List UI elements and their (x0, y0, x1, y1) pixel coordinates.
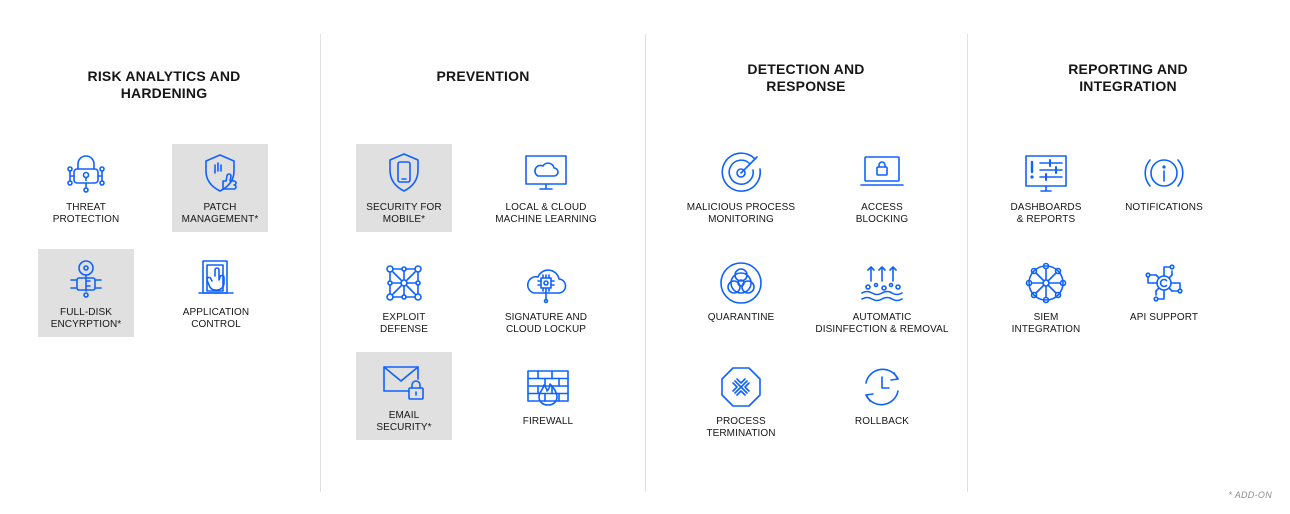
octagon-x-icon (717, 364, 765, 410)
feature-malicious-process-monitoring (686, 144, 796, 232)
feature-api-support (1116, 254, 1212, 342)
feature-signature-cloud-lockup (498, 254, 594, 342)
feature-label: ROLLBACK (854, 416, 910, 427)
feature-process-termination (693, 358, 789, 446)
feature-exploit-defense (356, 254, 452, 342)
feature-label: QUARANTINE (707, 312, 775, 323)
feature-patch-management (172, 144, 268, 232)
door-hand-icon (192, 255, 240, 301)
monitor-cloud-icon (522, 150, 570, 196)
addon-footnote: * ADD-ON (1228, 490, 1272, 500)
feature-label: SIGNATURE AND CLOUD LOCKUP (504, 312, 588, 335)
feature-label: FIREWALL (522, 416, 574, 427)
feature-label: PATCH MANAGEMENT* (181, 202, 259, 225)
feature-email-security (356, 352, 452, 440)
feature-automatic-disinfection (815, 254, 949, 342)
feature-label: AUTOMATIC DISINFECTION & REMOVAL (815, 312, 949, 335)
feature-application-control (168, 249, 264, 337)
feature-access-blocking (834, 144, 930, 232)
column-divider (967, 34, 968, 492)
disinfection-icon (858, 260, 906, 306)
firewall-icon (524, 364, 572, 410)
laptop-lock-icon (858, 150, 906, 196)
feature-label: DASHBOARDS & REPORTS (1010, 202, 1082, 225)
mobile-shield-icon (380, 150, 428, 196)
feature-label: API SUPPORT (1129, 312, 1199, 323)
feature-label: SIEM INTEGRATION (1011, 312, 1081, 335)
feature-threat-protection (38, 144, 134, 232)
feature-label: PROCESS TERMINATION (706, 416, 776, 439)
rollback-clock-icon (858, 364, 906, 410)
feature-label: THREAT PROTECTION (52, 202, 120, 225)
feature-label: FULL-DISK ENCYRPTION* (50, 307, 122, 330)
column-title-prevention: PREVENTION (436, 68, 530, 84)
feature-label: LOCAL & CLOUD MACHINE LEARNING (495, 202, 597, 225)
feature-dashboards-reports (998, 144, 1094, 232)
column-divider (320, 34, 321, 492)
column-title-reporting: REPORTING AND INTEGRATION (1068, 61, 1188, 94)
biohazard-icon (717, 260, 765, 306)
feature-full-disk-encryption (38, 249, 134, 337)
dashboard-monitor-icon (1022, 150, 1070, 196)
feature-label: APPLICATION CONTROL (182, 307, 250, 330)
info-notification-icon (1140, 150, 1188, 196)
feature-label: SECURITY FOR MOBILE* (366, 202, 442, 225)
network-mesh-icon (380, 260, 428, 306)
column-divider (645, 34, 646, 492)
feature-label: MALICIOUS PROCESS MONITORING (686, 202, 796, 225)
feature-label: EXPLOIT DEFENSE (380, 312, 428, 335)
feature-notifications (1116, 144, 1212, 232)
cloud-chip-icon (522, 260, 570, 306)
feature-label: EMAIL SECURITY* (376, 410, 432, 433)
feature-quarantine (693, 254, 789, 342)
radar-icon (717, 150, 765, 196)
feature-firewall (500, 358, 596, 446)
shield-thumbs-up-icon (196, 150, 244, 196)
feature-local-cloud-ml (495, 144, 597, 232)
column-title-detection: DETECTION AND RESPONSE (747, 61, 865, 94)
siem-network-icon (1022, 260, 1070, 306)
api-gear-icon (1140, 260, 1188, 306)
envelope-lock-icon (380, 358, 428, 404)
threat-lock-icon (62, 150, 110, 196)
feature-label: ACCESS BLOCKING (855, 202, 909, 225)
column-title-risk-analytics: RISK ANALYTICS AND HARDENING (87, 68, 241, 101)
feature-label: NOTIFICATIONS (1125, 202, 1203, 213)
disk-key-icon (62, 255, 110, 301)
feature-siem-integration (998, 254, 1094, 342)
feature-security-for-mobile (356, 144, 452, 232)
feature-rollback (834, 358, 930, 446)
